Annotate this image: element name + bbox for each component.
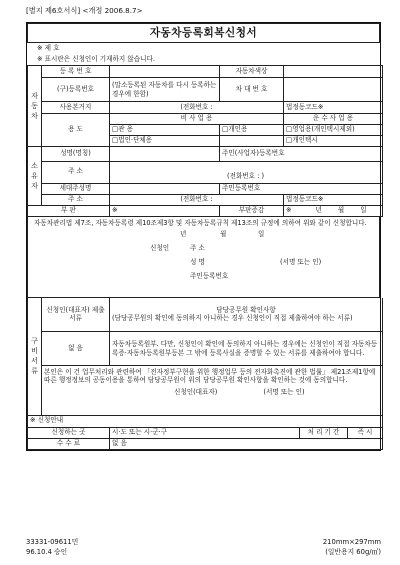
vin-label: 차 대 번 호 (220, 78, 284, 102)
plate-row (27, 206, 383, 218)
app-day: 일 (258, 229, 265, 238)
jurisdiction-cell[interactable] (284, 102, 383, 114)
consent-text: 자동차등록원부. 다만, 신청인이 확인에 동의하지 아니하는 경우에는 신청인이 직접 자동차등록증·자동차등록원부등본 그 밖에 등록사실을 증명할 수 있는 서류를 제출하여야 합니다. (110, 332, 383, 366)
footer-size: 210mm×297mm (322, 538, 381, 546)
option-government[interactable]: □관 용 (110, 125, 220, 136)
jurisdiction2-label: 법정동코드 (286, 194, 318, 203)
vehicle-section-label: 자 동 차 (28, 66, 42, 147)
plate-reissue-label: 부판증감 (220, 206, 284, 217)
applicant-name-label: 성 명 (190, 257, 205, 266)
notice-text: ※ 표시란은 신청인이 기재하지 않습니다. (37, 54, 155, 63)
jurisdiction-mark: ※ (317, 102, 324, 111)
option-personal[interactable]: □개인용 (220, 125, 284, 136)
jurisdiction2-cell[interactable] (284, 194, 383, 205)
guide-section (27, 416, 383, 450)
applicant-id-label: 주민등록번호 (190, 271, 229, 280)
office-label: 신청하는 곳 (28, 427, 110, 438)
period-value: 즉 시 (348, 427, 383, 438)
household-id-label[interactable]: 주민등록번호 (220, 183, 383, 194)
owner-address-label: 주 소 (42, 161, 110, 183)
form-title: 자동차등록회복신청서 (28, 24, 380, 43)
applicant-signature-block (30, 231, 377, 297)
fee-value: 없 음 (110, 438, 383, 449)
vehicle-type-field[interactable] (284, 66, 383, 78)
official-check-title: 담당공무원 확인사항 (216, 305, 276, 314)
jurisdiction2-mark: ※ (317, 194, 324, 203)
notice-table (27, 43, 380, 65)
statement-text: 자동차관리법 제7조, 자동차등록령 제10조제3항 및 자동차등록규칙 제13조의 규정에 의하여 위와 같이 신청합니다. (34, 219, 367, 227)
owner-phone: (전화번호 : ) (227, 171, 265, 180)
household-head-field[interactable] (110, 183, 220, 194)
title-table (27, 23, 380, 43)
footer-approval: 96.10.4 승인 (26, 548, 68, 556)
app-month: 월 (220, 229, 227, 238)
consent-sign[interactable]: (서명 또는 인) (263, 387, 305, 396)
applicant-label: 신청인 (150, 243, 170, 252)
vehicle-type-label: 자동차색상 (220, 66, 284, 78)
documents-section-label: 구 비 서 류 (28, 298, 42, 416)
statement-section (27, 217, 380, 298)
footer-paper: (일반용지 60g/㎡) (325, 548, 381, 556)
owner-section-label: 소 유 자 (28, 147, 42, 205)
consent-statement: 본인은 이 건 업무처리와 관련하여 「전자정부구현을 위한 행정업무 등의 전자화촉진에 관한 법률」 제21조제1항에 따른 행정정보의 공동이용을 통하여 담당공무원이 위의 담당공무원 확인사항을 확인하는 것에 동의합니다. (44, 368, 376, 385)
commercial-header: 운 수 사 업 용 (284, 114, 383, 125)
plate-year: 년 (315, 205, 322, 214)
docs-none: 없 음 (42, 332, 110, 366)
application-form (26, 22, 381, 451)
applicant-docs-title: 신청인(대표자) 제출서류 (42, 298, 110, 332)
guide-title: ※ 신청안내 (28, 416, 383, 427)
applicant-address-label: 주 소 (190, 243, 205, 252)
vehicle-section (27, 65, 383, 147)
jurisdiction-label: 법정동코드 (286, 102, 318, 111)
option-corporate[interactable]: □법인·단체용 (110, 136, 220, 147)
noncommercial-header: 비 사 업 용 (110, 114, 284, 125)
consent-signer: 신청인(대표자) (174, 387, 218, 396)
fee-label: 수 수 료 (28, 438, 110, 449)
owner-name-label: 성명(명칭) (42, 147, 110, 161)
plate-date-mark: ※ (286, 205, 292, 214)
owner-id-label[interactable]: 주민(사업자)등록번호 (220, 147, 383, 161)
usage-label: 용 도 (42, 114, 110, 147)
household-address-label: 주 소 (42, 194, 110, 205)
option-business[interactable]: □영업용(개인택시제외) (284, 125, 383, 136)
option-taxi[interactable]: □개인택시 (284, 136, 383, 147)
reg-no-label: 등 록 번 호 (42, 66, 110, 78)
plate-mark[interactable]: ※ (110, 206, 220, 217)
official-check-note: (담당공무원의 확인에 동의하지 아니하는 경우 신청인이 직접 제출하여야 하는 서류) (112, 314, 353, 323)
household-phone[interactable]: (전화번호 : (110, 194, 284, 205)
period-label: 처 리 기 간 (300, 427, 348, 438)
vin-field[interactable] (284, 78, 383, 102)
documents-section (27, 298, 383, 417)
base-location-label: 사용본거지 (42, 102, 110, 114)
receipt-number: ※ 제 호 (37, 43, 60, 52)
old-reg-note: (말소등록된 자동차를 다시 등록하는 경우에 한함) (110, 78, 220, 102)
plate-label: 부 판 (28, 206, 110, 217)
office-value: 시·도 또는 시·군·구 (110, 427, 300, 438)
form-number: [별지 제6호서식] <개정 2006.8.7> (26, 6, 143, 15)
plate-date[interactable] (284, 206, 383, 217)
plate-month: 월 (337, 205, 345, 214)
owner-name-field[interactable] (110, 147, 220, 161)
old-reg-label: (구)등록번호 (42, 78, 110, 102)
household-head-label: 세대주성명 (42, 183, 110, 194)
app-year: 년 (180, 229, 187, 238)
footer-code: 33331-09611민 (26, 538, 79, 546)
plate-day: 일 (360, 205, 367, 214)
base-location-phone[interactable]: (전화번호 : (110, 102, 284, 114)
owner-section (27, 147, 383, 206)
reg-no-field[interactable] (110, 66, 220, 78)
applicant-sign[interactable]: (서명 또는 인) (280, 257, 322, 266)
